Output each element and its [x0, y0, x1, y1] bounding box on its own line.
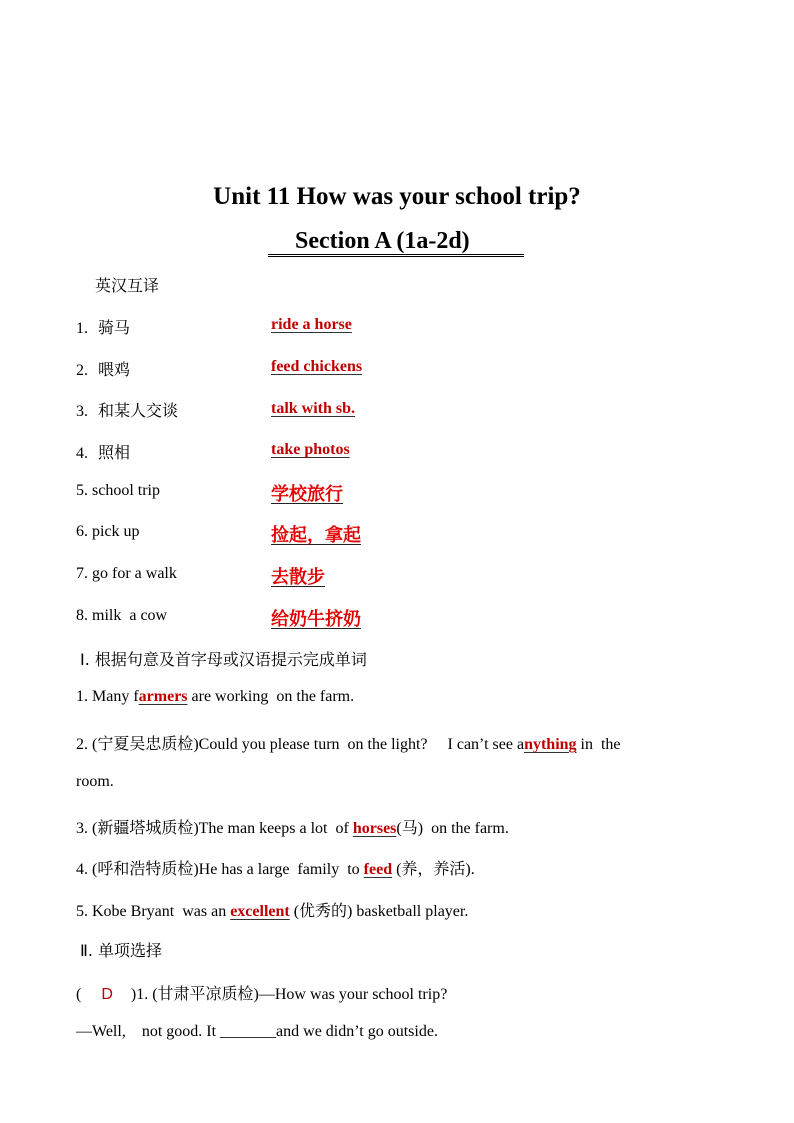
section-underline [268, 254, 524, 255]
vocab-item-1 [76, 315, 130, 338]
item-number: 4. [76, 445, 88, 462]
vocab-answer-7: 去散步 [271, 567, 325, 588]
answer-blank: horses [352, 820, 397, 837]
part1-question-3 [76, 815, 509, 838]
question-text: 3. (新疆塔城质检)The man keeps a lot of [76, 820, 353, 837]
item-number: 7. [76, 565, 88, 582]
bracket: ( [76, 986, 82, 1003]
question-text: (优秀的) basketball player. [289, 903, 469, 920]
vocab-answer-3: talk with sb. [271, 400, 356, 417]
item-number: 1. [76, 320, 88, 337]
item-number: 5. [76, 482, 88, 499]
vocab-heading: 英汉互译 [95, 276, 160, 295]
vocab-item-6 [76, 523, 140, 541]
item-prompt: 喂鸡 [98, 360, 131, 379]
item-prompt: 和某人交谈 [98, 401, 179, 420]
choice-answer: D [101, 986, 113, 1003]
vocab-item-2 [76, 357, 130, 380]
item-number: 2. [76, 362, 88, 379]
part2-question-1 [76, 981, 447, 1004]
part2-question-1-line2: —Well, not good. It _______and we didn’t go outside. [76, 1023, 438, 1040]
question-text: 2. (宁夏吴忠质检)Could you please turn on the light? I can’t see a [76, 736, 525, 753]
question-text: 4. (呼和浩特质检)He has a large family to [76, 861, 364, 878]
item-prompt: milk a cow [92, 607, 168, 624]
question-text: 5. Kobe Bryant was an [76, 903, 231, 920]
vocab-item-8 [76, 607, 167, 625]
part1-question-2 [76, 731, 621, 754]
part2-heading: Ⅱ. 单项选择 [80, 941, 163, 960]
item-number: 3. [76, 403, 88, 420]
item-prompt: go for a walk [92, 565, 177, 582]
item-prompt: 照相 [98, 443, 131, 462]
part1-question-1 [76, 688, 354, 706]
vocab-answer-6: 捡起，拿起 [271, 525, 361, 546]
answer-blank: feed [363, 861, 393, 878]
answer-blank: nything [524, 736, 577, 753]
answer-blank: armers [138, 688, 188, 705]
vocab-item-5 [76, 482, 160, 500]
part1-question-4 [76, 856, 475, 879]
section-underline-2 [268, 256, 524, 257]
part1-question-5 [76, 898, 468, 921]
part1-question-2-cont: room. [76, 773, 114, 790]
question-text: (马) on the farm. [396, 820, 509, 837]
question-text: 1. Many f [76, 688, 139, 705]
question-text: (养，养活). [392, 861, 475, 878]
item-number: 8. [76, 607, 88, 624]
vocab-answer-8: 给奶牛挤奶 [271, 609, 361, 630]
item-prompt: school trip [92, 482, 160, 499]
question-text: in the [576, 736, 621, 753]
section-title: Section A (1a-2d) [295, 228, 470, 254]
item-prompt: pick up [92, 523, 140, 540]
part1-heading: Ⅰ. 根据句意及首字母或汉语提示完成单词 [80, 650, 367, 669]
vocab-answer-4: take photos [271, 441, 350, 458]
question-text: are working on the farm. [187, 688, 355, 705]
vocab-item-7 [76, 565, 177, 583]
page-title: Unit 11 How was your school trip? [213, 183, 581, 210]
vocab-answer-1: ride a horse [271, 316, 352, 333]
item-number: 6. [76, 523, 88, 540]
vocab-item-3 [76, 398, 178, 421]
question-text: )1. (甘肃平凉质检)—How was your school trip? [130, 986, 448, 1003]
vocab-answer-2: feed chickens [271, 358, 363, 375]
answer-blank: excellent [230, 903, 290, 920]
vocab-answer-5: 学校旅行 [271, 484, 343, 505]
vocab-item-4 [76, 440, 130, 463]
item-prompt: 骑马 [98, 318, 131, 337]
